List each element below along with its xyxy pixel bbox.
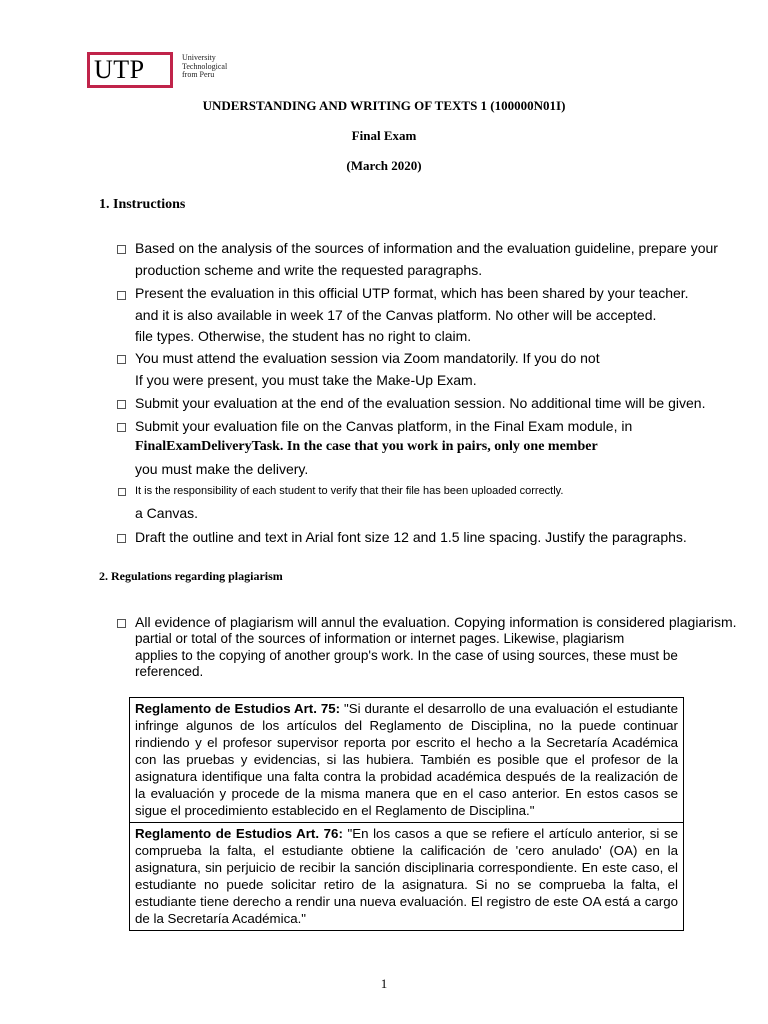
instruction-line: Present the evaluation in this official UTP format, which has been shared by your teacher.	[135, 285, 689, 301]
instruction-line: FinalExamDeliveryTask. In the case that you work in pairs, only one member	[135, 439, 598, 454]
instruction-line: It is the responsibility of each student to verify that their file has been uploaded correctly.	[135, 485, 564, 497]
utp-logo	[87, 52, 173, 88]
checkbox-icon	[117, 619, 126, 628]
plagiarism-line: All evidence of plagiarism will annul the evaluation. Copying information is considered plagiarism.	[135, 614, 737, 630]
instruction-line: Based on the analysis of the sources of information and the evaluation guideline, prepare your	[135, 240, 718, 256]
checkbox-icon	[117, 245, 126, 254]
regulation-title: Reglamento de Estudios Art. 75:	[135, 701, 341, 716]
instruction-line: you must make the delivery.	[135, 461, 309, 477]
instruction-line: If you were present, you must take the Make-Up Exam.	[135, 372, 477, 388]
section-heading-plagiarism: 2. Regulations regarding plagiarism	[99, 569, 283, 583]
plagiarism-line: partial or total of the sources of information or internet pages. Likewise, plagiarism	[135, 631, 625, 646]
checkbox-icon	[117, 400, 126, 409]
regulation-text: "Si durante el desarrollo de una evaluación el estudiante infringe algunos de los artículos del Reglamento de Disciplina, no la puede continuar rindiendo y el profesor supervisor reporta por escrito el hecho a la Secretaría Académica con las pruebas y evidencias, si las hubiera. También es posible que el profesor de la asignatura identifique una falta contra la probidad académica después de la realización de la evaluación y procede de la misma manera que en el caso anterior. En estos casos se sigue el procedimiento establecido en el Reglamento de Disciplina."	[135, 701, 678, 818]
instruction-line: a Canvas.	[135, 505, 199, 521]
checkbox-icon	[117, 291, 126, 300]
exam-date: (March 2020)	[346, 158, 422, 173]
plagiarism-line: applies to the copying of another group's work. In the case of using sources, these must be	[135, 648, 678, 663]
logo-tagline: University Technological from Peru	[182, 53, 228, 79]
regulation-art-76	[130, 822, 683, 930]
instruction-line: and it is also available in week 17 of the Canvas platform. No other will be accepted.	[135, 307, 657, 323]
regulation-art-75	[130, 698, 683, 822]
course-title: UNDERSTANDING AND WRITING OF TEXTS 1 (100000N01I)	[202, 98, 566, 113]
section-heading-instructions: 1. Instructions	[99, 197, 186, 212]
instruction-line: You must attend the evaluation session via Zoom mandatorily. If you do not	[135, 350, 600, 366]
regulation-title: Reglamento de Estudios Art. 76:	[135, 826, 343, 841]
regulation-text: "En los casos a que se refiere el artículo anterior, si se comprueba la falta, el estudiante obtiene la calificación de 'cero anulado' (OA) en la asignatura, sin perjuicio de recibir la sanción disciplinaria correspondiente. En este caso, el estudiante no puede solicitar retiro de la asignatura. Si no se comprueba la falta, el estudiante tiene derecho a rendir una nueva evaluación. El registro de este OA está a cargo de la Secretaría Académica."	[135, 826, 678, 926]
instruction-line: Submit your evaluation at the end of the evaluation session. No additional time will be given.	[135, 395, 706, 411]
page-number: 1	[380, 976, 388, 991]
exam-title: Final Exam	[351, 128, 417, 143]
instruction-line: production scheme and write the requested paragraphs.	[135, 262, 483, 278]
instruction-line: Submit your evaluation file on the Canvas platform, in the Final Exam module, in	[135, 418, 633, 434]
instruction-line: Draft the outline and text in Arial font size 12 and 1.5 line spacing. Justify the paragraphs.	[135, 529, 687, 545]
checkbox-icon	[117, 355, 126, 364]
plagiarism-line: referenced.	[135, 664, 204, 679]
checkbox-icon	[117, 423, 126, 432]
logo-text: UTP	[94, 55, 145, 84]
instruction-line: file types. Otherwise, the student has no right to claim.	[135, 328, 472, 344]
checkbox-icon	[117, 534, 126, 543]
regulations-table	[129, 697, 684, 931]
checkbox-icon	[118, 488, 126, 496]
